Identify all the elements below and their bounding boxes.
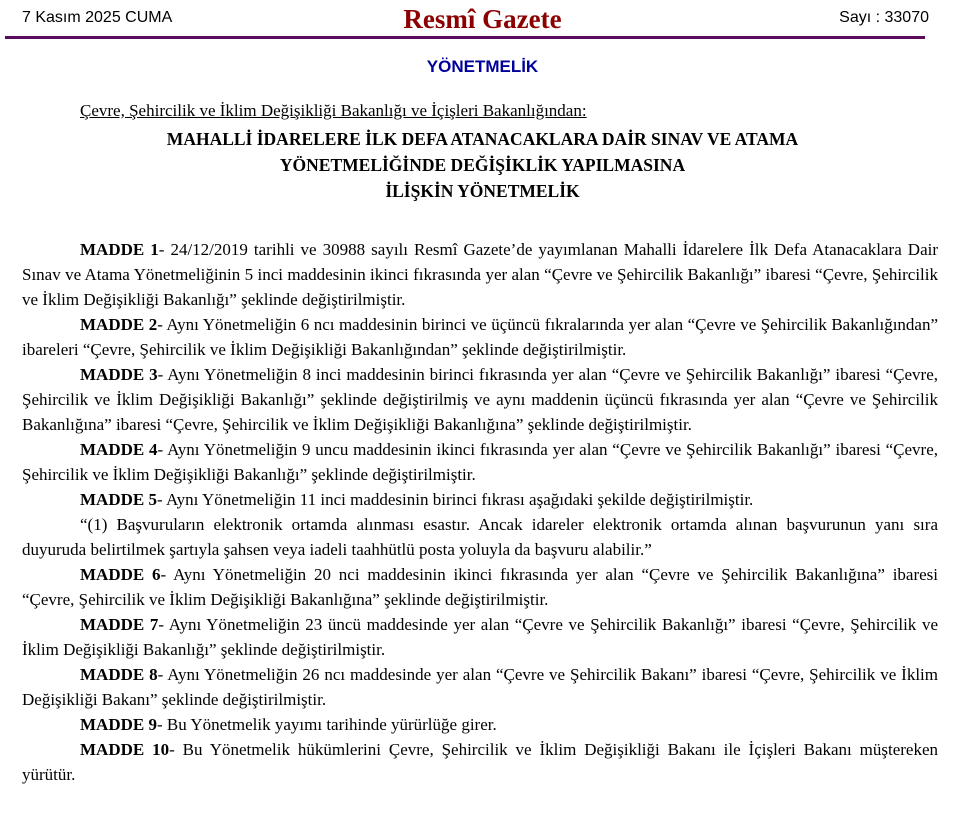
article-10 xyxy=(22,737,938,787)
masthead xyxy=(0,0,965,36)
article-10-label: MADDE 10 xyxy=(80,740,170,759)
article-5-text: - Aynı Yönetmeliğin 11 inci maddesinin birinci fıkrası aşağıdaki şekilde değiştirilmiştir. xyxy=(156,490,754,509)
article-1-label: MADDE 1 xyxy=(80,240,159,259)
article-1 xyxy=(22,237,938,312)
article-5-label: MADDE 5 xyxy=(80,490,157,509)
article-3-label: MADDE 3 xyxy=(80,365,158,384)
article-4 xyxy=(22,437,938,487)
article-9-text: - Bu Yönetmelik yayımı tarihinde yürürlüğe girer. xyxy=(156,715,497,734)
article-9-label: MADDE 9 xyxy=(80,715,157,734)
article-2-text: - Aynı Yönetmeliğin 6 ncı maddesinin birinci ve üçüncü fıkralarında yer alan “Çevre ve Şehircilik Bakanlığından” ibareleri “Çevre, Şehircilik ve İklim Değişikliği Bakanlığından” şeklinde değiştirilmiştir. xyxy=(22,315,939,359)
gazette-title: Resmî Gazete xyxy=(403,4,562,34)
article-7-label: MADDE 7 xyxy=(80,615,159,634)
article-6-text: - Aynı Yönetmeliğin 20 nci maddesinin ikinci fıkrasında yer alan “Çevre ve Şehircilik Bakanlığına” ibaresi “Çevre, Şehircilik ve İklim Değişikliği Bakanlığına” şeklinde değiştirilmiştir. xyxy=(22,565,939,609)
article-8 xyxy=(22,662,938,712)
article-9 xyxy=(22,712,938,737)
article-10-text: - Bu Yönetmelik hükümlerini Çevre, Şehircilik ve İklim Değişikliği Bakanı ile İçişleri Bakanı müştereken yürütür. xyxy=(22,740,939,784)
article-4-text: - Aynı Yönetmeliğin 9 uncu maddesinin ikinci fıkrasında yer alan “Çevre ve Şehircilik Bakanlığı” ibaresi “Çevre, Şehircilik ve İklim Değişikliği Bakanlığı” şeklinde değiştirilmiştir. xyxy=(22,440,938,484)
section-label: YÖNETMELİK xyxy=(426,57,539,76)
article-5 xyxy=(22,487,938,512)
regulation-title-line-3: İLİŞKİN YÖNETMELİK xyxy=(385,181,580,201)
masthead-divider xyxy=(5,36,925,39)
regulation-title-line-1: MAHALLİ İDARELERE İLK DEFA ATANACAKLARA DAİR SINAV VE ATAMA xyxy=(166,129,799,149)
article-2-label: MADDE 2 xyxy=(80,315,158,334)
article-7-text: - Aynı Yönetmeliğin 23 üncü maddesinde yer alan “Çevre ve Şehircilik Bakanlığı” ibaresi “Çevre, Şehircilik ve İklim Değişikliği Bakanlığı” şeklinde değiştirilmiştir. xyxy=(22,615,938,659)
regulation-body xyxy=(22,237,938,787)
article-6 xyxy=(22,562,938,612)
issue-number: Sayı : 33070 xyxy=(839,9,929,26)
issuing-authority: Çevre, Şehircilik ve İklim Değişikliği Bakanlığı ve İçişleri Bakanlığından: xyxy=(80,101,587,120)
article-7 xyxy=(22,612,938,662)
article-8-label: MADDE 8 xyxy=(80,665,158,684)
article-5-quoted-clause xyxy=(22,512,938,562)
article-6-label: MADDE 6 xyxy=(80,565,161,584)
regulation-title xyxy=(0,126,965,204)
issue-date: 7 Kasım 2025 CUMA xyxy=(22,9,173,26)
quoted-clause-text: “(1) Başvuruların elektronik ortamda alınması esastır. Ancak idareler elektronik ortamda alınan başvurunun yanı sıra duyuruda belirtilmek şartıyla şahsen veya iadeli taahhütlü posta yoluyla da başvuru alabilir.” xyxy=(22,515,938,559)
article-8-text: - Aynı Yönetmeliğin 26 ncı maddesinde yer alan “Çevre ve Şehircilik Bakanı” ibaresi “Çevre, Şehircilik ve İklim Değişikliği Bakanı” şeklinde değiştirilmiştir. xyxy=(22,665,938,709)
article-3-text: - Aynı Yönetmeliğin 8 inci maddesinin birinci fıkrasında yer alan “Çevre ve Şehircilik Bakanlığı” ibaresi “Çevre, Şehircilik ve İklim Değişikliği Bakanlığı” şeklinde değiştirilmiş ve aynı maddenin üçüncü fıkrasında yer alan “Çevre ve Şehircilik Bakanlığına” ibaresi “Çevre, Şehircilik ve İklim Değişikliği Bakanlığına” şeklinde değiştirilmiştir. xyxy=(22,365,938,434)
article-1-text: - 24/12/2019 tarihli ve 30988 sayılı Resmî Gazete’de yayımlanan Mahalli İdarelere İlk Defa Atanacaklara Dair Sınav ve Atama Yönetmeliğinin 5 inci maddesinin ikinci fıkrasında yer alan “Çevre ve Şehircilik Bakanlığı” ibaresi “Çevre, Şehircilik ve İklim Değişikliği Bakanlığı” şeklinde değiştirilmiştir. xyxy=(22,240,938,309)
article-4-label: MADDE 4 xyxy=(80,440,158,459)
article-3 xyxy=(22,362,938,437)
regulation-title-line-2: YÖNETMELİĞİNDE DEĞİŞİKLİK YAPILMASINA xyxy=(279,155,686,175)
article-2 xyxy=(22,312,938,362)
